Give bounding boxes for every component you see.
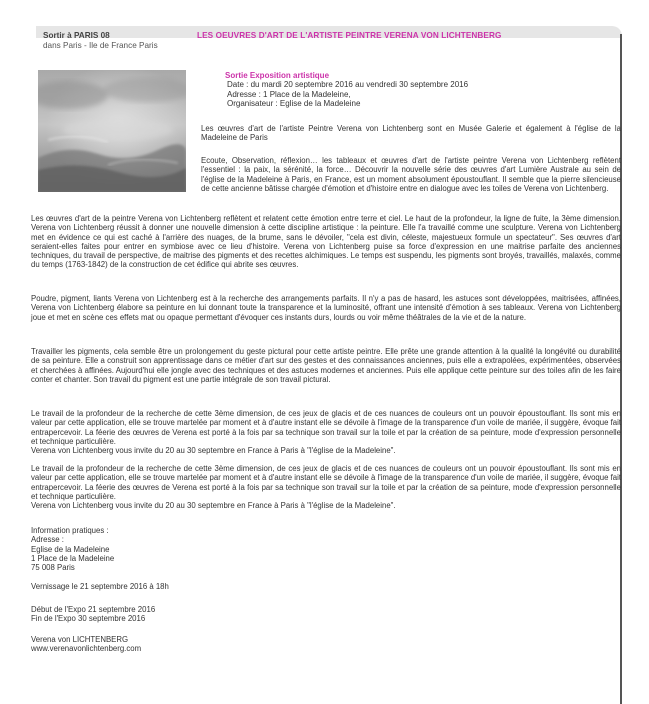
body-paragraph-4: Le travail de la profondeur de la recherche de cette 3ème dimension, de ces jeux de glacis et de ces nuances de couleurs ont un pouvoir époustouflant. Ils sont mis en valeur par cette application, elle se trouve martelée par moment et à d'autre instant elle se dévoile à l'image de la transparence d'un voile de mariée, il suggère, évoque fait entrapercevoir. La féerie des œuvres de Verena est porté à la fois par sa technique son travail sur la toile et par la création de sa peinture, mode d'expression personnelle et technique particulière. Verena von Lichtenberg vous invite du 20 au 30 septembre en France à Paris à "l'église de la Madeleine". xyxy=(31,409,622,456)
city-label[interactable]: Sortir à PARIS 08 xyxy=(43,31,110,40)
artist-website-link[interactable]: www.verenavonlichtenberg.com xyxy=(31,644,142,654)
body-paragraph-3: Travailler les pigments, cela semble être un prolongement du geste pictural pour cette artiste peintre. Elle prête une grande attention à la qualité la longévité ou durabilité de sa peinture. Elle a construit son apprentissage dans ce métier d'art sur des gestes et des connaissances anciennes, puis elle a extrapolées, expérimentées, observées et cherchées à affinées. Aujourd'hui elle jongle avec des techniques et des astuces modernes et anciennes. Puis elle applique cette peinture sur des toiles afin de les faire conter et chanter. Son travail du pigment est une partie intégrale de son travail pictural. xyxy=(31,347,621,384)
info-address-line2: 1 Place de la Madeleine xyxy=(31,553,115,563)
body-paragraph-5: Le travail de la profondeur de la recherche de cette 3ème dimension, de ces jeux de glacis et de ces nuances de couleurs ont un pouvoir époustouflant. Ils sont mis en valeur par cette application, elle se trouve martelée par moment et à d'autre instant elle se dévoile à l'image de la transparence d'un voile de mariée, il suggère, évoque fait entrapercevoir. La féerie des œuvres de Verena est porté à la fois par sa technique son travail sur la toile et par la création de sa peinture, mode d'expression personnelle et technique particulière. Verena von Lichtenberg vous invite du 20 au 30 septembre en France à Paris à "l'église de la Madeleine". xyxy=(31,464,622,511)
artist-name: Verena von LICHTENBERG xyxy=(31,635,129,644)
event-details xyxy=(225,71,468,109)
region-label: dans Paris - Ile de France Paris xyxy=(43,41,158,50)
artwork-image xyxy=(38,70,186,192)
info-address-line1: Eglise de la Madeleine xyxy=(31,544,110,554)
vernissage-date: Vernissage le 21 septembre 2016 à 18h xyxy=(31,582,169,591)
info-heading: Information pratiques : xyxy=(31,526,109,535)
event-address: Adresse : 1 Place de la Madeleine, xyxy=(227,89,351,99)
exhibition-dates xyxy=(31,605,155,624)
page-title: LES OEUVRES D'ART DE L'ARTISTE PEINTRE VERENA VON LICHTENBERG xyxy=(197,31,502,40)
practical-info xyxy=(31,526,114,572)
info-address-line3: 75 008 Paris xyxy=(31,563,75,573)
exhibition-start: Début de l'Expo 21 septembre 2016 xyxy=(31,605,156,614)
description-paragraph: Ecoute, Observation, réflexion… les tableaux et œuvres d'art de l'artiste peintre Verena von Lichtenberg reflètent l'essentiel : la paix, la sérénité, la force… Découvrir la nouvelle série des œuvres d'art Lumière Australe au sein de l'église de la Madeleine à Paris, en France, est un moment absolument époustouflant. Il semble que la pierre silencieuse de cette ancienne bâtisse chargée d'émotion et d'histoire entre en dialogue avec les toiles de Verena von Lichtenberg. xyxy=(201,156,621,193)
artist-contact xyxy=(31,635,141,654)
location-header xyxy=(43,31,158,51)
intro-paragraph: Les œuvres d'art de l'artiste Peintre Verena von Lichtenberg sont en Musée Galerie et également à l'église de la Madeleine de Paris xyxy=(201,124,621,143)
body-paragraph-1: Les œuvres d'art de la peintre Verena von Lichtenberg reflètent et relatent cette émotion entre terre et ciel. Le haut de la profondeur, la ligne de fuite, la 3ème dimension. Verena von Lichtenberg réussit à donner une nouvelle dimension à cette discipline artistique : la peinture. Elle l'a travaillé comme une sculpture. Verena von Lichtenberg met en évidence ce qui est caché à l'arrière des nuages, de la brume, sans le dévoiler, "cela est divin, céleste, majestueux formule un spectateur". Ses œuvres d'art seraient-elles faites pour entrer en symbiose avec ce lieu d'histoire. Verena von Lichtenberg puise sa force d'expression en une maitrise parfaite des anciennes techniques, du travail de perspective, de maitrise des pigments et des recettes alchimiques. Le temps est suspendu, les pigments sont broyés, travaillés, malaxés, comme du temps (1763-1842) de la construction de cet édifice qui abrite ses œuvres. xyxy=(31,214,621,270)
event-date: Date : du mardi 20 septembre 2016 au vendredi 30 septembre 2016 xyxy=(227,80,469,90)
exhibition-end: Fin de l'Expo 30 septembre 2016 xyxy=(31,614,146,624)
event-title: Sortie Exposition artistique xyxy=(225,71,330,80)
event-organizer: Organisateur : Eglise de la Madeleine xyxy=(227,99,361,109)
info-address-label: Adresse : xyxy=(31,535,64,545)
body-paragraph-2: Poudre, pigment, liants Verena von Lichtenberg est à la recherche des arrangements parfaits. Il n'y a pas de hasard, les astuces sont développées, maitrisées, affinées, Verena von Lichtenberg élabore sa peinture en lui donnant toute la transparence et la luminosité, offrant une intensité d'émotion à ses tableaux. Verena von Lichtenberg joue et met en scène ces effets mat ou opaque permettant d'évoquer ces instants durs, lourds ou voir même théâtrales de la vie et de la nature. xyxy=(31,294,621,322)
